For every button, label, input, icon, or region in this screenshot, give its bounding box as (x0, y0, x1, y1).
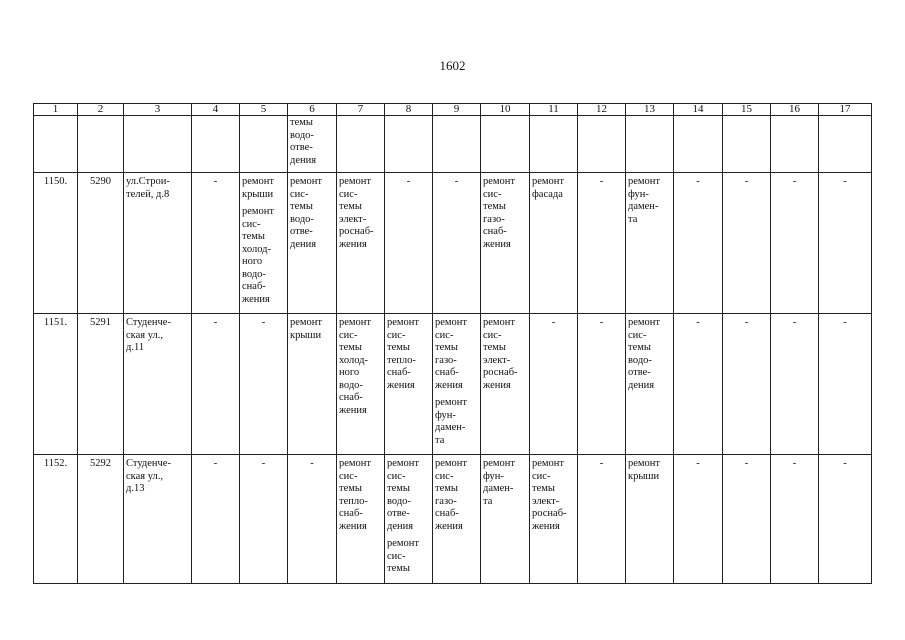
cell-text: - (744, 458, 749, 469)
cell-text: ремонт крыши (628, 458, 661, 482)
cell-text: ремонт фун- дамен- та (435, 397, 468, 446)
cell-text: - (792, 176, 797, 187)
cell-text: ремонт сис- темы водо- отве- дения (387, 458, 420, 532)
table-cell (337, 116, 385, 173)
header-cell: 2 (78, 104, 124, 116)
table-cell (433, 455, 481, 584)
header-cell: 9 (433, 104, 481, 116)
cell-text: - (551, 317, 556, 328)
cell-text: 1152. (43, 458, 68, 469)
table-row (34, 455, 872, 584)
cell-text: ремонт крыши (290, 317, 323, 341)
table-cell (337, 173, 385, 314)
table-cell (337, 455, 385, 584)
cell-text: ремонт сис- темы водо- отве- дения (628, 317, 661, 391)
cell-text: 1151. (43, 317, 68, 328)
cell-text: ремонт сис- темы холод- ного водо- снаб- жения (339, 317, 372, 416)
table-cell (626, 116, 674, 173)
table-cell (819, 173, 872, 314)
cell-text: 5291 (90, 317, 111, 328)
table-cell (124, 314, 192, 455)
table-cell (771, 455, 819, 584)
cell-text: ремонт сис- темы водо- отве- дения (290, 176, 323, 250)
cell-text: - (213, 176, 218, 187)
cell-text: 5292 (90, 458, 111, 469)
table-cell (530, 455, 578, 584)
header-cell: 15 (723, 104, 771, 116)
table-cell (530, 314, 578, 455)
cell-text: - (792, 458, 797, 469)
table-cell (433, 173, 481, 314)
cell-text: - (310, 458, 314, 469)
table-cell (578, 173, 626, 314)
table-cell (723, 173, 771, 314)
table-cell (578, 455, 626, 584)
table-cell (819, 455, 872, 584)
repair-schedule-table (33, 103, 872, 584)
header-cell: 11 (530, 104, 578, 116)
table-cell (819, 314, 872, 455)
table-cell (723, 455, 771, 584)
table-cell (192, 455, 240, 584)
cell-text: ремонт крыши (242, 176, 275, 200)
table-cell (124, 173, 192, 314)
cell-text: - (843, 458, 847, 469)
cell-text: - (454, 176, 459, 187)
table-cell (578, 314, 626, 455)
cell-text: 5290 (90, 176, 111, 187)
cell-text: ремонт фун- дамен- та (628, 176, 661, 225)
cell-text: - (599, 317, 604, 328)
table-cell (124, 455, 192, 584)
table-cell (481, 173, 530, 314)
table-cell (771, 116, 819, 173)
cell-text: ремонт фасада (532, 176, 565, 200)
header-cell: 4 (192, 104, 240, 116)
cell-text: ул.Строи- телей, д.8 (126, 176, 170, 200)
cell-text: - (696, 176, 700, 187)
cell-text: - (744, 176, 749, 187)
cell-text: - (843, 176, 847, 187)
cell-text: ремонт сис- темы холод- ного водо- снаб- жения (242, 206, 275, 305)
table-cell (288, 455, 337, 584)
table-cell (771, 314, 819, 455)
table-cell (626, 173, 674, 314)
header-cell: 14 (674, 104, 723, 116)
cell-text: 1150. (43, 176, 68, 187)
cell-text: - (599, 176, 604, 187)
table-cell (78, 455, 124, 584)
table-cell (78, 116, 124, 173)
table-cell (674, 116, 723, 173)
header-cell: 17 (819, 104, 872, 116)
table-cell (819, 116, 872, 173)
table-cell (674, 455, 723, 584)
table-cell (288, 116, 337, 173)
header-cell: 10 (481, 104, 530, 116)
table-cell (674, 314, 723, 455)
header-cell: 16 (771, 104, 819, 116)
header-cell: 6 (288, 104, 337, 116)
header-cell: 1 (34, 104, 78, 116)
table-cell (530, 116, 578, 173)
table-cell (34, 314, 78, 455)
cell-text: ремонт сис- темы газо- снаб- жения (435, 458, 468, 532)
cell-text: - (843, 317, 847, 328)
header-cell: 3 (124, 104, 192, 116)
table-row (34, 314, 872, 455)
table-cell (626, 455, 674, 584)
cell-text: ремонт сис- темы элект- роснаб- жения (339, 176, 374, 250)
cell-text: - (696, 317, 700, 328)
table-cell (433, 314, 481, 455)
cell-text: ремонт сис- темы элект- роснаб- жения (532, 458, 567, 532)
table-cell (78, 173, 124, 314)
cell-text: ремонт сис- темы газо- снаб- жения (483, 176, 516, 250)
table-cell (385, 173, 433, 314)
table-cell (192, 116, 240, 173)
table-cell (481, 116, 530, 173)
table-cell (34, 455, 78, 584)
cell-text: ремонт фун- дамен- та (483, 458, 516, 507)
cell-text: - (213, 458, 218, 469)
table-cell (240, 116, 288, 173)
table-cell (124, 116, 192, 173)
cell-text: - (696, 458, 700, 469)
table-row (34, 173, 872, 314)
cell-text: - (261, 458, 266, 469)
cell-text: - (599, 458, 604, 469)
cell-text: Студенче- ская ул., д.13 (126, 458, 171, 494)
table-cell (481, 455, 530, 584)
cell-text: - (792, 317, 797, 328)
cell-text: - (213, 317, 218, 328)
header-cell: 5 (240, 104, 288, 116)
table-cell (192, 314, 240, 455)
table-cell (337, 314, 385, 455)
table-cell (288, 173, 337, 314)
header-cell: 8 (385, 104, 433, 116)
table-cell (626, 314, 674, 455)
table-cell (240, 173, 288, 314)
table-cell (578, 116, 626, 173)
table-cell (78, 314, 124, 455)
table-cell (723, 116, 771, 173)
table-cell (385, 314, 433, 455)
table-row (34, 116, 872, 173)
cell-text: Студенче- ская ул., д.11 (126, 317, 171, 353)
header-row (34, 104, 872, 116)
table-cell (240, 455, 288, 584)
table-cell (240, 314, 288, 455)
cell-text: - (744, 317, 749, 328)
table-cell (34, 173, 78, 314)
table-cell (481, 314, 530, 455)
cell-text: - (261, 317, 266, 328)
header-cell: 13 (626, 104, 674, 116)
table-cell (288, 314, 337, 455)
table-cell (771, 173, 819, 314)
cell-text: - (406, 176, 411, 187)
cell-text: темы водо- отве- дения (290, 117, 317, 166)
cell-text: ремонт сис- темы газо- снаб- жения (435, 317, 468, 391)
cell-text: ремонт сис- темы (387, 538, 420, 574)
header-cell: 7 (337, 104, 385, 116)
cell-text: ремонт сис- темы тепло- снаб- жения (339, 458, 372, 532)
page-number: 1602 (439, 58, 466, 73)
table-cell (530, 173, 578, 314)
table-cell (192, 173, 240, 314)
table-cell (385, 455, 433, 584)
table-cell (385, 116, 433, 173)
cell-text: ремонт сис- темы тепло- снаб- жения (387, 317, 420, 391)
table-cell (723, 314, 771, 455)
table-cell (674, 173, 723, 314)
header-cell: 12 (578, 104, 626, 116)
cell-text: ремонт сис- темы элект- роснаб- жения (483, 317, 518, 391)
table-cell (433, 116, 481, 173)
table-cell (34, 116, 78, 173)
